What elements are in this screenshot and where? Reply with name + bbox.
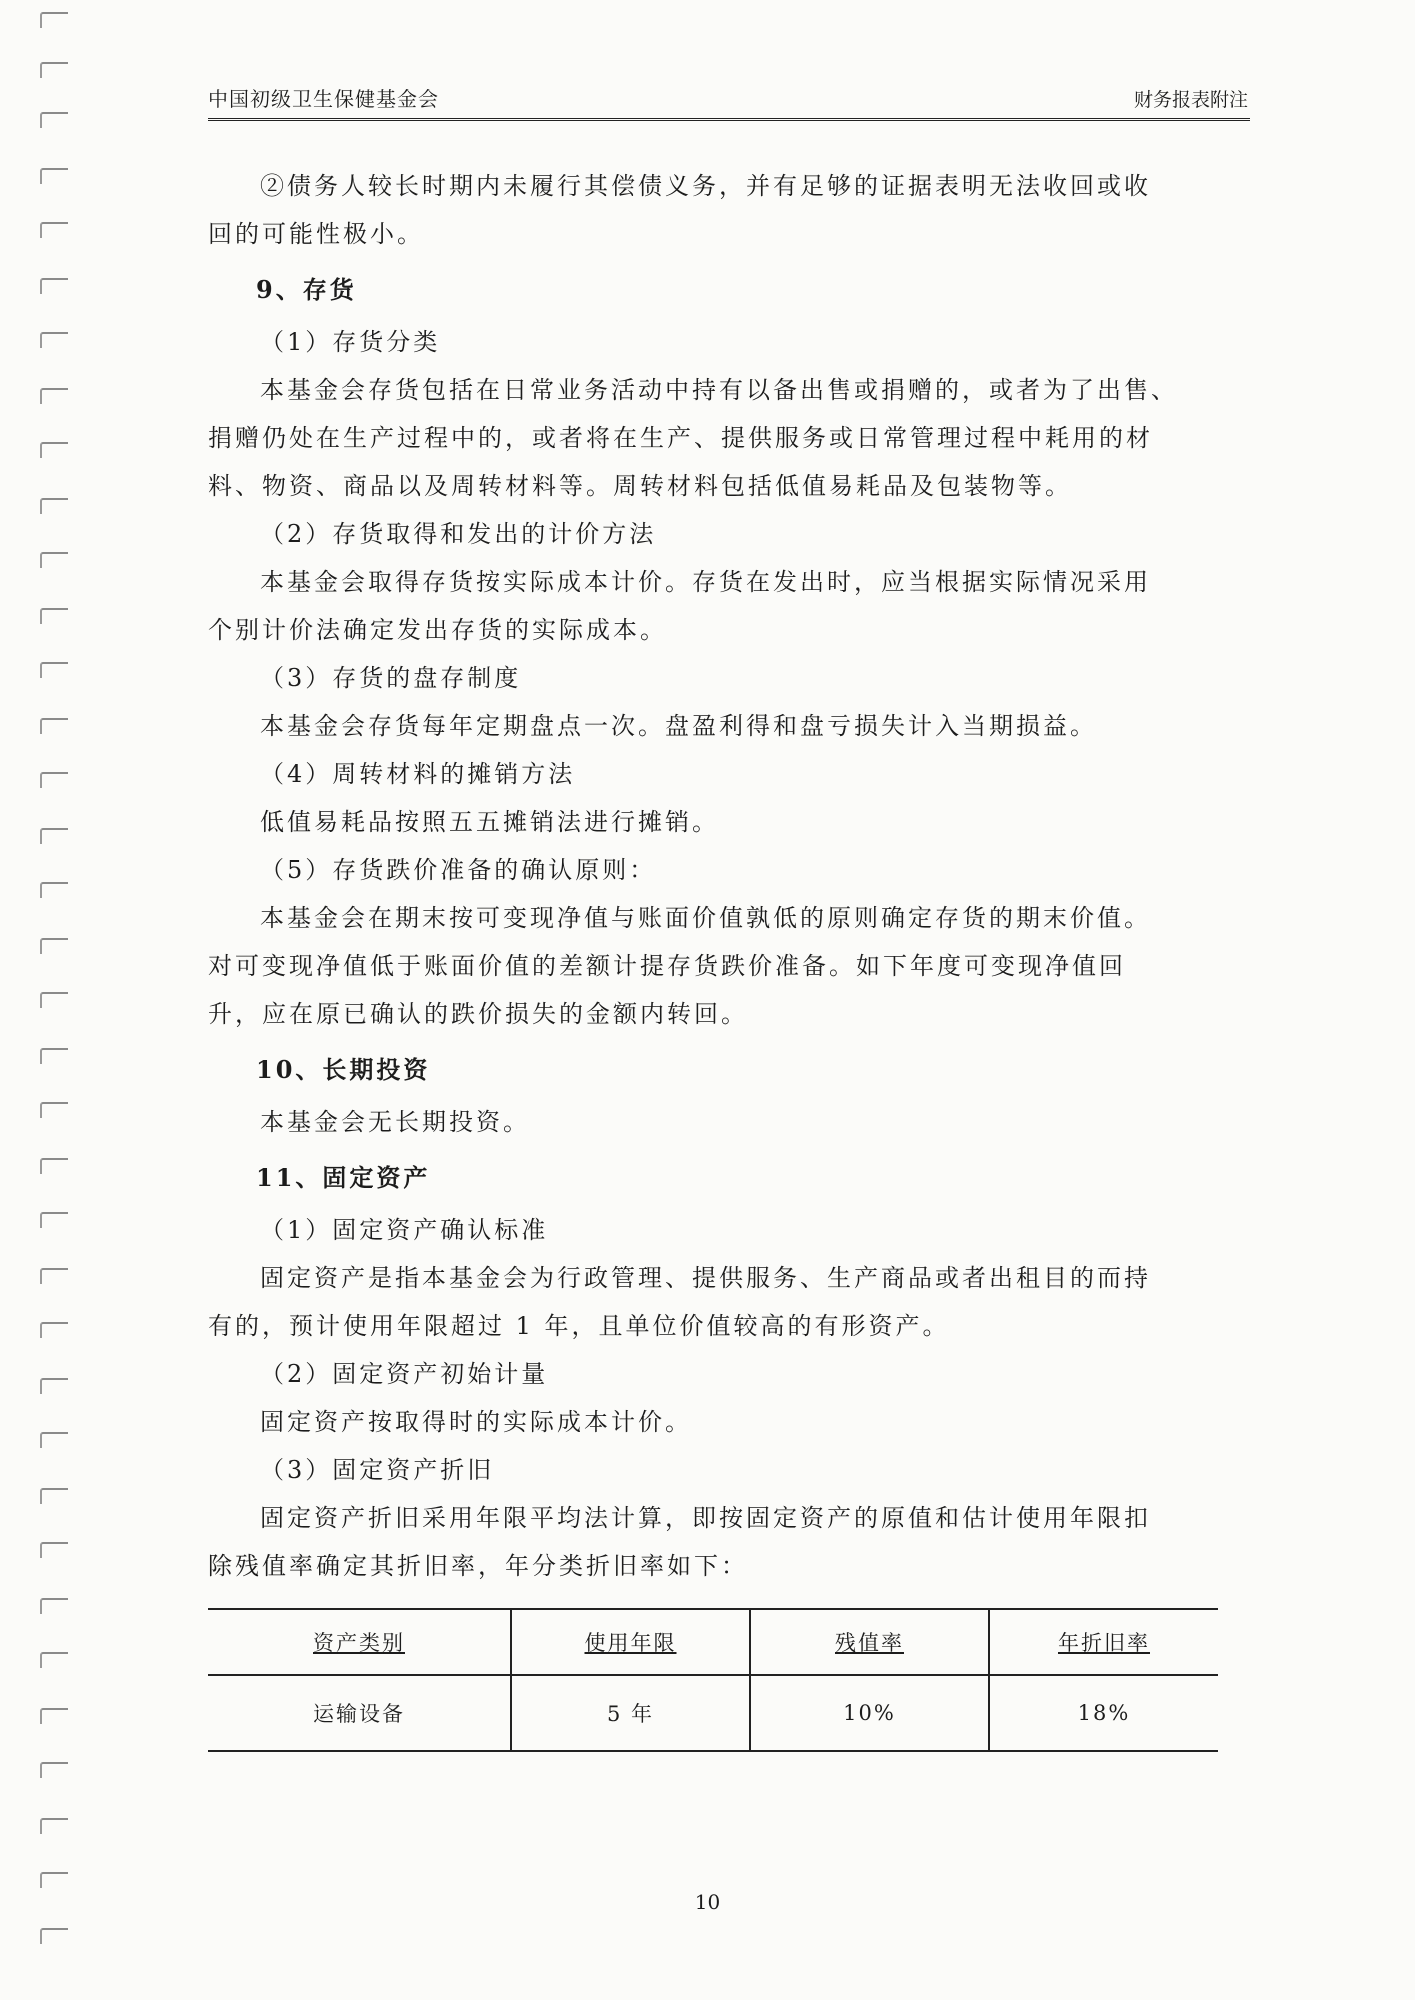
paragraph-line: 回的可能性极小。 bbox=[208, 220, 424, 248]
table-row bbox=[208, 1675, 1218, 1751]
subsection-heading: （1）存货分类 bbox=[260, 328, 441, 356]
paragraph-line: 本基金会存货每年定期盘点一次。盘盈利得和盘亏损失计入当期损益。 bbox=[260, 712, 1097, 740]
paragraph-line: 捐赠仍处在生产过程中的，或者将在生产、提供服务或日常管理过程中耗用的材 bbox=[208, 424, 1153, 452]
page-number: 10 bbox=[694, 1890, 721, 1914]
subsection-heading: （1）固定资产确认标准 bbox=[260, 1216, 549, 1244]
paragraph-line: 固定资产是指本基金会为行政管理、提供服务、生产商品或者出租目的而持 bbox=[260, 1264, 1151, 1292]
table-header-cell: 使用年限 bbox=[511, 1609, 750, 1675]
table-header-cell: 残值率 bbox=[750, 1609, 989, 1675]
subsection-heading: （2）存货取得和发出的计价方法 bbox=[260, 520, 657, 548]
paragraph-line: 本基金会取得存货按实际成本计价。存货在发出时，应当根据实际情况采用 bbox=[260, 568, 1151, 596]
depreciation-table-wrap bbox=[208, 1608, 1238, 1752]
document-body bbox=[208, 162, 1238, 1752]
table-cell: 18% bbox=[989, 1675, 1218, 1751]
paragraph-line: 除残值率确定其折旧率，年分类折旧率如下： bbox=[208, 1552, 748, 1580]
page-header bbox=[208, 68, 1250, 121]
paragraph-line: 升，应在原已确认的跌价损失的金额内转回。 bbox=[208, 1000, 748, 1028]
subsection-heading: （3）存货的盘存制度 bbox=[260, 664, 522, 692]
header-organization: 中国初级卫生保健基金会 bbox=[208, 87, 439, 111]
section-heading-fixed-assets: 11、固定资产 bbox=[256, 1163, 431, 1192]
table-header-cell: 资产类别 bbox=[208, 1609, 511, 1675]
paragraph-line: 固定资产按取得时的实际成本计价。 bbox=[260, 1408, 692, 1436]
paragraph-line: 本基金会无长期投资。 bbox=[260, 1108, 530, 1136]
subsection-heading: （5）存货跌价准备的确认原则： bbox=[260, 856, 657, 884]
paragraph-line: 有的，预计使用年限超过 1 年，且单位价值较高的有形资产。 bbox=[208, 1312, 950, 1340]
depreciation-table bbox=[208, 1608, 1218, 1752]
paragraph-line: 本基金会存货包括在日常业务活动中持有以备出售或捐赠的，或者为了出售、 bbox=[260, 376, 1178, 404]
subsection-heading: （3）固定资产折旧 bbox=[260, 1456, 495, 1484]
table-cell: 运输设备 bbox=[313, 1702, 405, 1726]
header-section-title: 财务报表附注 bbox=[1133, 89, 1248, 111]
table-cell: 5 年 bbox=[511, 1675, 750, 1751]
binding-marks bbox=[0, 0, 80, 2000]
section-heading-inventory: 9、存货 bbox=[256, 275, 357, 304]
paragraph-line: 对可变现净值低于账面价值的差额计提存货跌价准备。如下年度可变现净值回 bbox=[208, 952, 1126, 980]
table-header-cell: 年折旧率 bbox=[989, 1609, 1218, 1675]
paragraph-line: 个别计价法确定发出存货的实际成本。 bbox=[208, 616, 667, 644]
paragraph-line: 料、物资、商品以及周转材料等。周转材料包括低值易耗品及包装物等。 bbox=[208, 472, 1072, 500]
subsection-heading: （2）固定资产初始计量 bbox=[260, 1360, 549, 1388]
table-header-row bbox=[208, 1609, 1218, 1675]
table-cell: 10% bbox=[750, 1675, 989, 1751]
subsection-heading: （4）周转材料的摊销方法 bbox=[260, 760, 576, 788]
section-heading-long-term-investment: 10、长期投资 bbox=[256, 1055, 431, 1084]
paragraph-line: ②债务人较长时期内未履行其偿债义务，并有足够的证据表明无法收回或收 bbox=[260, 172, 1151, 200]
paragraph-line: 低值易耗品按照五五摊销法进行摊销。 bbox=[260, 808, 719, 836]
paragraph-line: 固定资产折旧采用年限平均法计算，即按固定资产的原值和估计使用年限扣 bbox=[260, 1504, 1151, 1532]
paragraph-line: 本基金会在期末按可变现净值与账面价值孰低的原则确定存货的期末价值。 bbox=[260, 904, 1151, 932]
